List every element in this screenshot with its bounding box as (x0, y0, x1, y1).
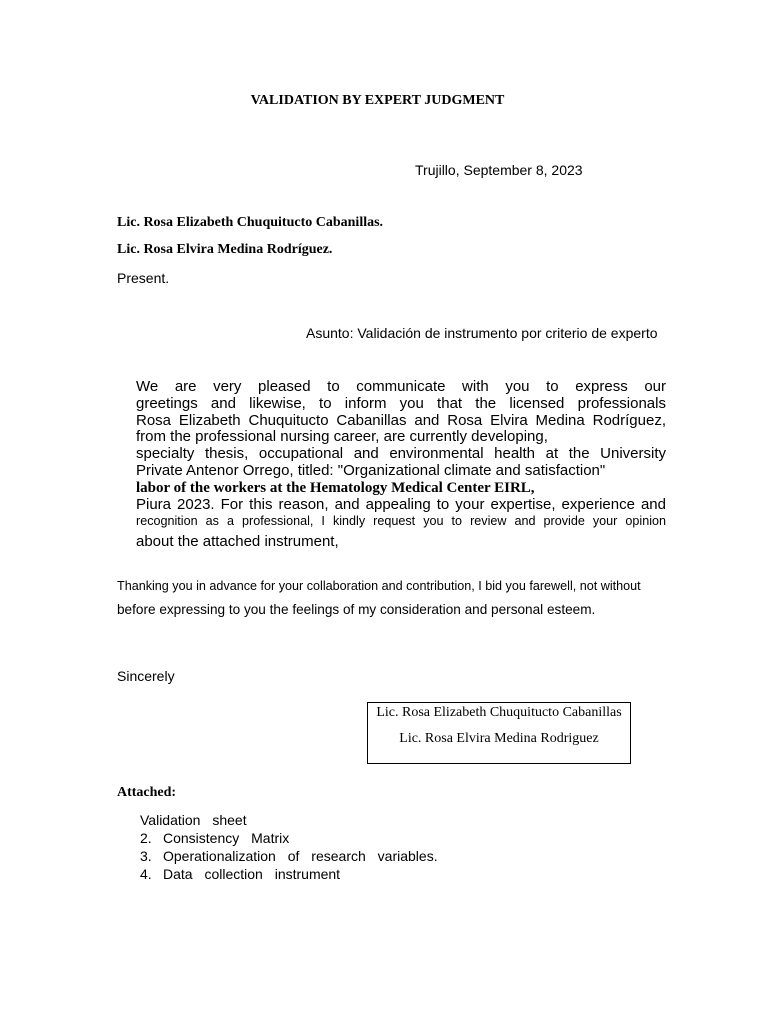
recipient-2: Lic. Rosa Elvira Medina Rodríguez. (117, 242, 333, 257)
thanks-line-1: Thanking you in advance for your collaboration and contribution, I bid you farewell, not without (117, 579, 641, 593)
thanks-line-2: before expressing to you the feelings of my consideration and personal esteem. (117, 602, 596, 617)
attachment-number: 2. (140, 830, 152, 846)
signature-name-2: Lic. Rosa Elvira Medina Rodriguez (399, 731, 599, 746)
attachments-list (140, 811, 438, 883)
body-line: Rosa Elizabeth Chuquitucto Cabanillas and Rosa Elvira Medina Rodríguez, (136, 411, 666, 429)
body-line: greetings and likewise, to inform you that the licensed professionals (136, 394, 666, 412)
body-line: labor of the workers at the Hematology Medical Center EIRL, (136, 479, 535, 496)
body-line: Piura 2023. For this reason, and appealing to your expertise, experience and (136, 495, 666, 513)
salutation: Present. (117, 270, 170, 286)
letter-body (136, 379, 666, 551)
body-line: recognition as a professional, I kindly request you to review and provide your opinion (136, 514, 666, 529)
recipient-1: Lic. Rosa Elizabeth Chuquitucto Cabanillas. (117, 215, 384, 230)
closing: Sincerely (117, 668, 175, 684)
body-line: Private Antenor Orrego, titled: "Organizational climate and satisfaction" (136, 461, 606, 479)
attachment-number: 4. (140, 866, 152, 882)
subject-line: Asunto: Validación de instrumento por criterio de experto (306, 325, 658, 341)
attached-label: Attached: (117, 785, 177, 800)
body-line: We are very pleased to communicate with you to express our (136, 378, 666, 395)
list-item (140, 865, 438, 883)
attachment-text: Data collection instrument (163, 866, 341, 882)
body-line: specialty thesis, occupational and environmental health at the University (136, 445, 666, 463)
list-item (140, 811, 438, 829)
document-title: VALIDATION BY EXPERT JUDGMENT (250, 93, 505, 108)
attachment-text: Operationalization of research variables. (163, 848, 438, 864)
signature-box (367, 702, 631, 764)
body-line: from the professional nursing career, are currently developing, (136, 428, 548, 446)
signature-name-1: Lic. Rosa Elizabeth Chuquitucto Cabanillas (376, 705, 622, 720)
attachment-number: 3. (140, 848, 152, 864)
list-item (140, 847, 438, 865)
attachment-text: Validation sheet (140, 812, 247, 828)
list-item (140, 829, 438, 847)
body-line: about the attached instrument, (136, 533, 339, 551)
attachment-text: Consistency Matrix (163, 830, 290, 846)
date-line: Trujillo, September 8, 2023 (415, 162, 583, 178)
